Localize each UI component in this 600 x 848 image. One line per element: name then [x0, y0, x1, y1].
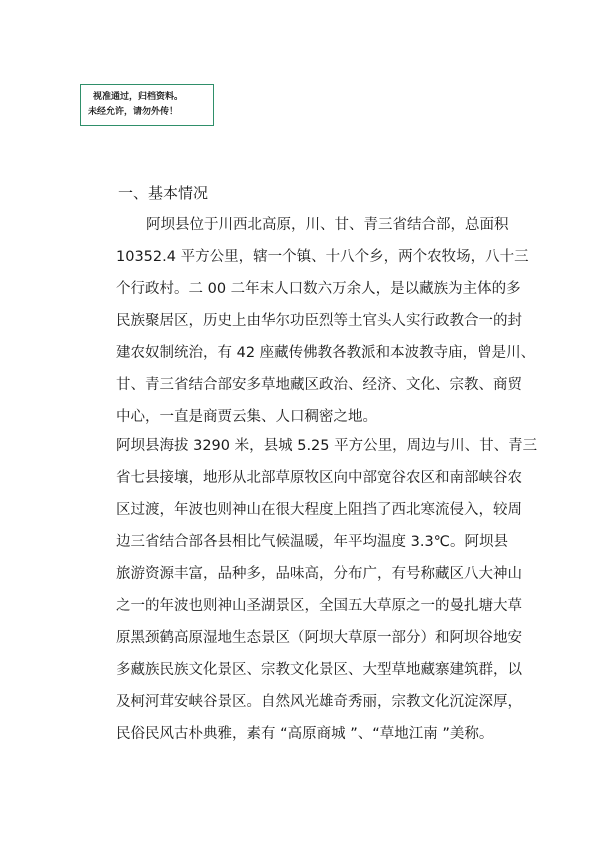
text-line: 建农奴制统治，有 42 座藏传佛教各教派和本波教寺庙，曾是川、 [116, 345, 536, 361]
text-line: 阿坝县海拔 3290 米，县城 5.25 平方公里，周边与川、甘、青三 [116, 438, 538, 454]
text-line: 及柯河茸安峡谷景区。自然风光雄奇秀丽，宗教文化沉淀深厚， [116, 694, 522, 710]
text-line: 省七县接壤，地形从北部草原牧区向中部宽谷农区和南部峡谷农 [116, 470, 522, 486]
text-line: 民族聚居区，历史上由华尔功臣烈等土官头人实行政教合一的封 [116, 313, 522, 329]
stamp-line-2: 未经允许，请勿外传！ [88, 107, 179, 117]
confidential-stamp [80, 84, 214, 126]
text-line: 旅游资源丰富，品种多，品味高，分布广，有号称藏区八大神山 [116, 566, 522, 582]
stamp-line-1: 视准通过，归档资料。 [93, 92, 184, 102]
text-line: 甘、青三省结合部安多草地藏区政治、经济、文化、宗教、商贸 [116, 377, 522, 393]
text-line: 多藏族民族文化景区、宗教文化景区、大型草地藏寨建筑群，以 [116, 662, 522, 678]
text-line: 个行政村。二 00 二年末人口数六万余人，是以藏族为主体的多 [116, 281, 521, 297]
text-line: 中心，一直是商贾云集、人口稠密之地。 [116, 409, 377, 425]
text-line: 民俗民风古朴典雅，素有 “高原商城 ”、“草地江南 ”美称。 [116, 726, 494, 742]
section-heading: 一、基本情况 [118, 184, 209, 202]
text-line: 10352.4 平方公里，辖一个镇、十八个乡，两个农牧场，八十三 [116, 249, 529, 265]
text-line: 之一的年波也则神山圣湖景区，全国五大草原之一的曼扎塘大草 [116, 598, 522, 614]
text-line: 区过渡，年波也则神山在很大程度上阻挡了西北寒流侵入，较周 [116, 502, 522, 518]
text-line: 原黑颈鹤高原湿地生态景区（阿坝大草原一部分）和阿坝谷地安 [116, 630, 522, 646]
text-line: 阿坝县位于川西北高原，川、甘、青三省结合部，总面积 [146, 217, 509, 233]
text-line: 边三省结合部各县相比气候温暖，年平均温度 3.3℃。阿坝县 [116, 534, 508, 550]
